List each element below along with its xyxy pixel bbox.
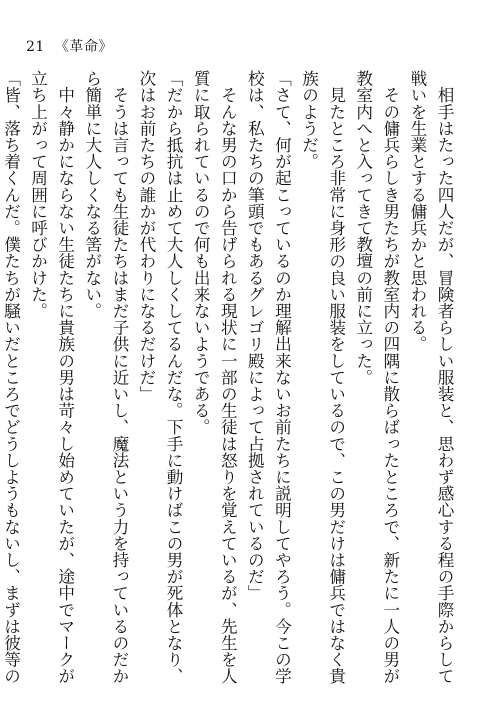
page-header [26,36,113,56]
vertical-body-text [0,70,458,690]
paragraph-8: 中々静かにならない生徒たちに貴族の男は苛々し始めていたが、途中でマークが立ち上がって周囲に呼びかけた。 [28,70,75,685]
paragraph-4: 「さて、何が起こっているのか理解出来ないお前たちに説明してやろう。今この学校は、私たちの筆頭でもあるグレゴリ殿によって占拠されているのだ」 [245,70,292,685]
page-number: 21 [26,39,45,55]
paragraph-5: そんな男の口から告げられる現状に一部の生徒は怒りを覚えているが、先生を人質に取られているので何も出来ないようである。 [191,70,238,685]
paragraph-2: その傭兵らしき男たちが教室内の四隅に散らばったところで、新たに一人の男が教室内へと入ってきて教壇の前に立った。 [353,70,400,685]
paragraph-9: 「皆、落ち着くんだ。僕たちが騒いだところでどうしようもないし、まずは彼等の [1,70,21,685]
chapter-title: 《革命》 [54,39,113,55]
paragraph-6: 「だから抵抗は止めて大人しくしてるんだな。下手に動けばこの男が死体となり、次はお前たちの誰かが代わりになるだけだ」 [136,70,184,685]
paragraph-1: 相手はたった四人だが、冒険者らしい服装と、思わず感心する程の手際からして戦いを生業とする傭兵かと思われる。 [407,70,454,685]
paragraph-7: そうは言っても生徒たちはまだ子供に近いし、魔法という力を持っているのだから簡単に大人しくなる筈がない。 [82,70,129,685]
paragraph-3: 見たところ非常に身形の良い服装をしているので、この男だけは傭兵ではなく貴族のようだ。 [299,70,346,685]
